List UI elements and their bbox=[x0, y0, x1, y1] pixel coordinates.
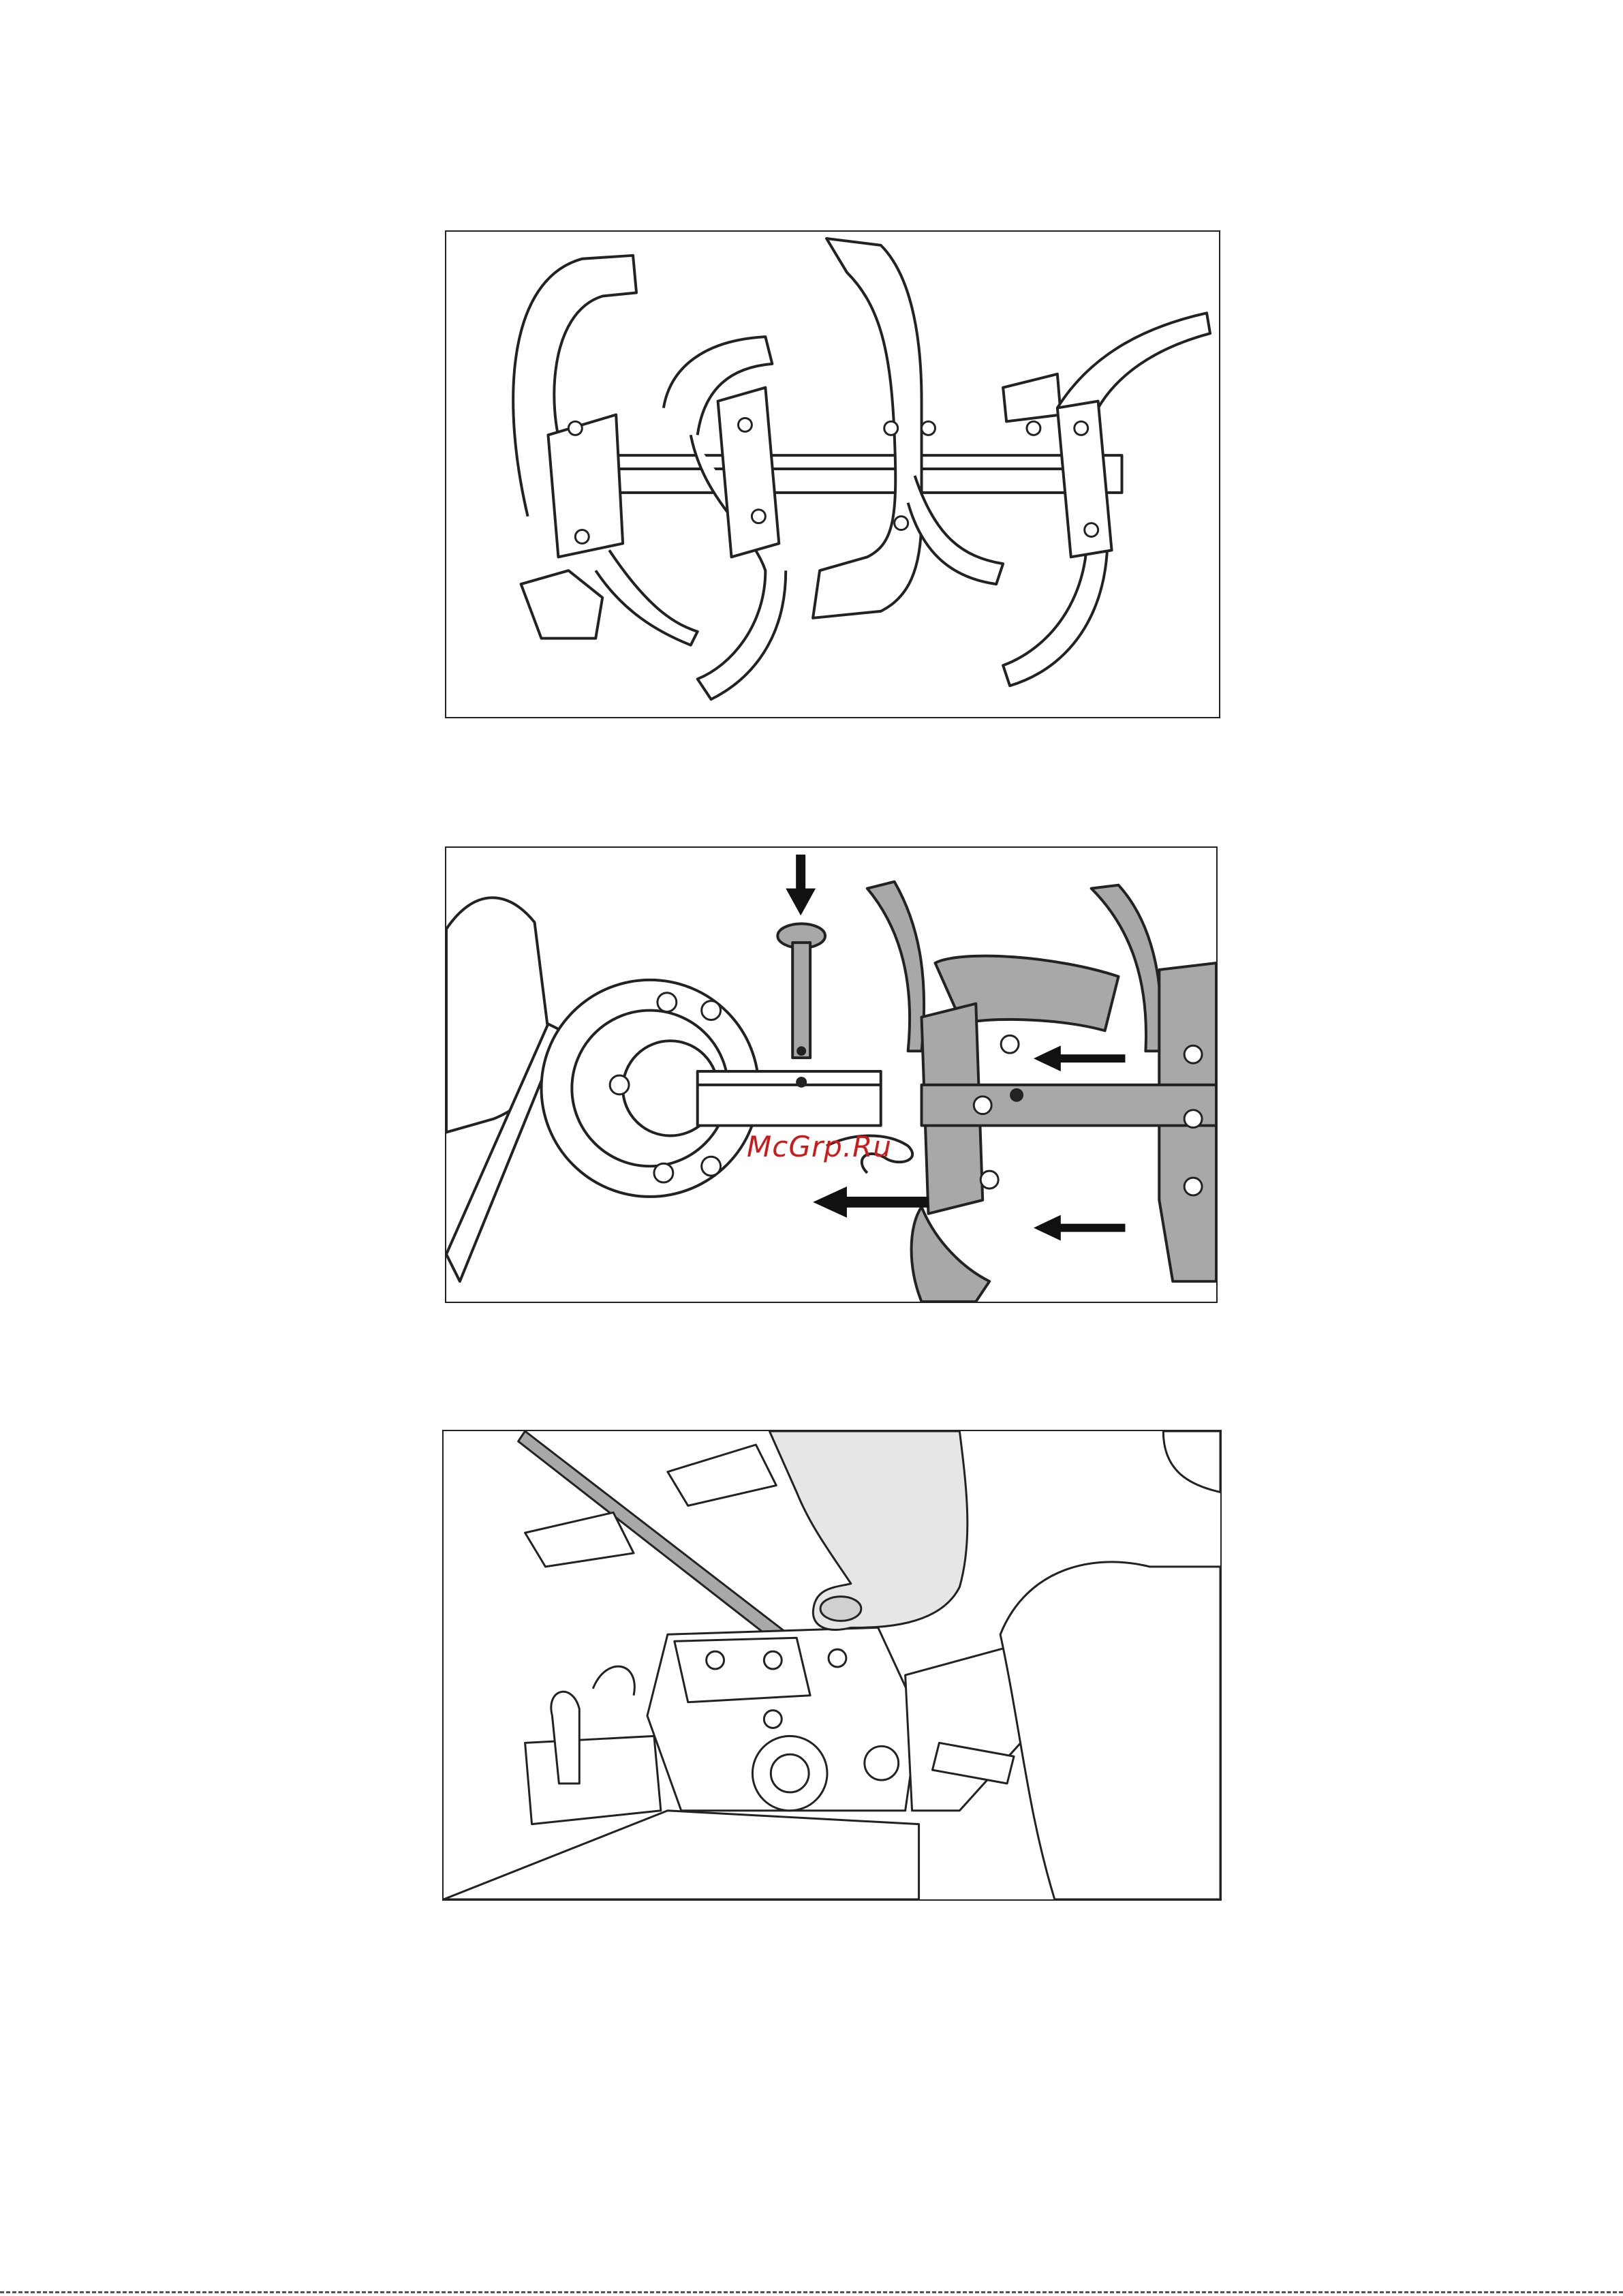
figure-tiller-blades bbox=[445, 230, 1220, 718]
tiller-blades-assembly-illustration bbox=[446, 232, 1219, 717]
page-bottom-divider bbox=[0, 2291, 1623, 2293]
watermark: McGrp.Ru bbox=[747, 1130, 892, 1163]
figure-shaft-mounting bbox=[445, 846, 1218, 1303]
tiller-shaft-pin-mounting-illustration bbox=[446, 848, 1216, 1302]
hand-adjusting-hitch-illustration bbox=[444, 1431, 1220, 1899]
figure-hitch-adjustment bbox=[442, 1430, 1222, 1901]
